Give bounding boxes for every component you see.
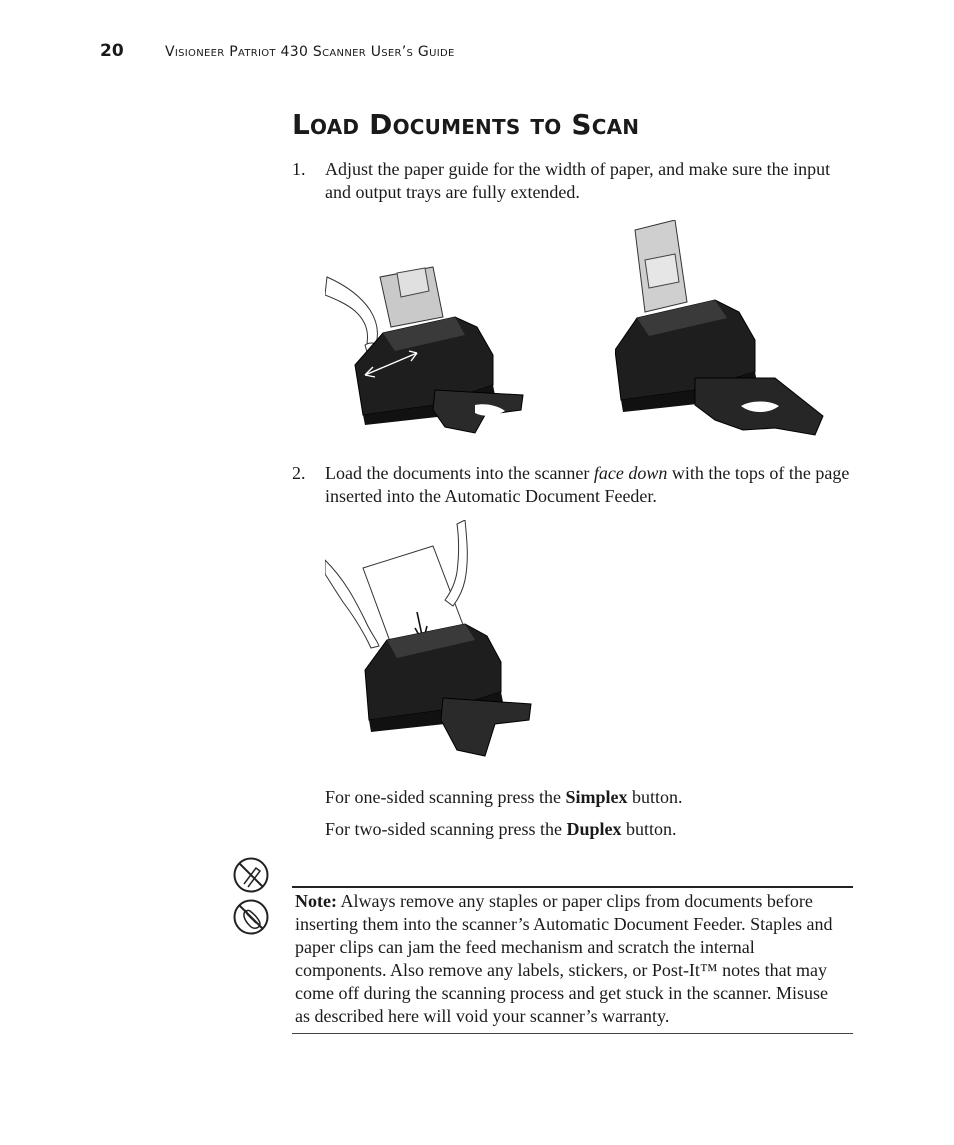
page-number: 20 [100, 41, 124, 61]
running-title: Visioneer Patriot 430 Scanner User’s Guide [165, 44, 455, 60]
scanner-adjust-guide-illustration [325, 255, 530, 435]
simplex-button-label: Simplex [565, 787, 628, 807]
duplex-instruction: For two-sided scanning press the Duplex button. [325, 819, 677, 839]
section-title: Load Documents to Scan [292, 108, 640, 141]
step-number: 2. [292, 463, 306, 483]
no-staples-icon [232, 856, 270, 894]
no-paperclips-icon [232, 898, 270, 936]
scanner-loading-documents-illustration [325, 520, 540, 760]
note-top-rule [292, 886, 853, 888]
note-bottom-rule [292, 1033, 853, 1034]
step-text: Load the documents into the scanner face down with the tops of the page inserted into the Automatic Document Feeder. [325, 463, 850, 506]
emphasis-face-down: face down [593, 463, 668, 483]
duplex-button-label: Duplex [566, 819, 622, 839]
note-label: Note: [295, 891, 337, 911]
step-text: Adjust the paper guide for the width of paper, and make sure the input and output trays are fully extended. [325, 159, 831, 202]
scanner-trays-extended-illustration [615, 220, 825, 442]
note-text: Note: Always remove any staples or paper clips from documents before inserting them into the scanner’s Automatic Document Feeder. Staples and paper clips can jam the feed mechanism and scratch the internal components. Also remove any labels, stickers, or Post-It™ notes that may come off during the scanning process and get stuck in the scanner. Misuse as described here will void your scanner’s warranty. [295, 891, 833, 1026]
step-2 [292, 462, 857, 510]
simplex-instruction: For one-sided scanning press the Simplex button. [325, 787, 683, 807]
step-1 [292, 158, 857, 206]
step-number: 1. [292, 159, 306, 179]
